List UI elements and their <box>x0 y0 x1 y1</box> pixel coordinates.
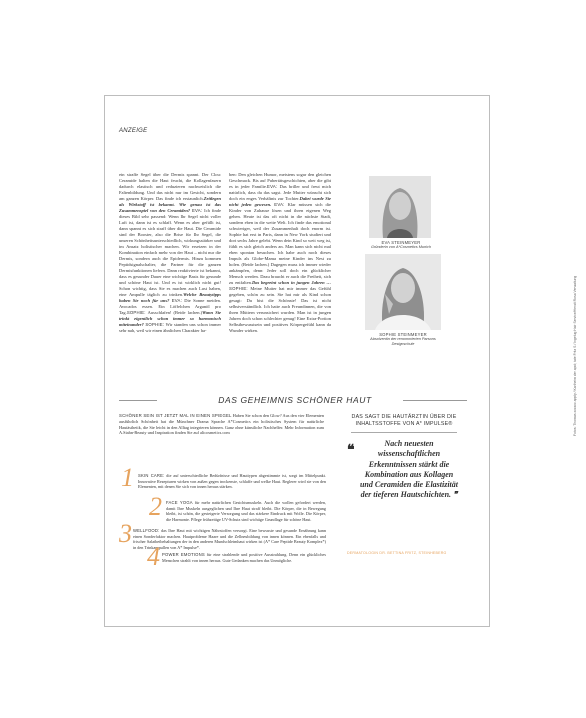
col2-segment: Dabei wurde Sie nicht jeden gewesen. <box>229 196 331 207</box>
intro-body: Haben Sie schon den Glow? Aus den vier Elementen ausführlich Schönheit hat die Münchner Drama Sprache A*Cosmetics ein holistisches System für natürliche Hautästhetik, die Sie leicht in den Alltag integrieren können. Ganz ohne künstliche Nachhelfer. Mehr Information zum A.Stahn-Beauty und Inspiration finden Sie auf alicosmetics.com <box>119 413 324 436</box>
col2-segment: Das begreint schon in jungen Jahren … <box>251 280 331 285</box>
item-2-label: FACE YOGA <box>166 500 193 505</box>
item-4 <box>162 552 326 563</box>
item-3 <box>133 528 326 550</box>
portrait-sophie-image <box>365 254 441 330</box>
sidebar-divider <box>351 432 457 433</box>
item-number-4: 4 <box>147 542 160 571</box>
col2-segment: SOPHIE: <box>229 286 248 291</box>
item-3-label: WELLFOOD: <box>133 528 160 533</box>
item-number-3: 3 <box>119 519 132 548</box>
caption-sophie-role: Absolventin der renommierten Parsons Designschule <box>370 337 436 346</box>
col2-segment: Klar müssen sich die Kinder von Zuhause lösen und ihren eigenen Weg gehen. Heute ist das oft nicht in die nächste Stadt, sondern eben in die weite Welt. Ich finde das emotional schwieriger, weil der Zusammenhalt doch enorm ist. Sophie hat erst in Paris, dann in New York studiert und dort sechs Jahre gelebt. Wenn dein Kind so weit weg ist, fühlt es sich gleich anders an. Man kann sich nicht mal eben spontan besuchen. Ich habe auch noch dieses Impuls als Globe-Mama meine Kinder ins Nest zu holen. (Beide lachen.) Dagegen muss ich immer wieder ankämpfen, denn: Jeder soll doch ein glücklicher Mensch werden. Dazu braucht er auch die Freiheit, sich zu entfalten. <box>229 202 332 285</box>
col2-segment: Das briller und freut mich natürlich, dass du das sagst. Jede Mutter wünscht sich doch ein enges Verhältnis zur Tochter. <box>229 184 331 201</box>
caption-sophie <box>361 332 445 347</box>
caption-eva <box>369 240 433 250</box>
sidebar-quote <box>359 439 459 500</box>
quote-close-icon: ❞ <box>453 490 458 500</box>
photo-credit: Fotos: Thomas xxxxxx apply / Karlheim der apol; tate Fritz S / Ingelug Hair Service/Hendt Rosa Verwaltung <box>573 275 577 436</box>
item-number-2: 2 <box>149 492 162 521</box>
col1-segment: SOPHIE: <box>126 310 146 315</box>
item-1-text: die auf unterschiedliche Bedürfnisse und Hauttypen abgestimmte ist, sorgt im Mittelpunkt. Innovative Rezepturen wirken von außen gegen trockenste, schlaffe und welke Haut. Reglerer wird sie von den Elementen, mit denen Sie sich von innen heraus stärken. <box>138 473 326 490</box>
col1-segment: ein straffe Segel über die Dermis spannt. Der Clou: Ceramide halten die Haut feucht, die Kollagenfasern dadurch elastisch und reduzieren nachweislich die Faltenbildung. Und das nicht nur im Gesicht, sondern am ganzen Körper. Das finde ich erstaunlich. <box>119 172 221 201</box>
dermatologist-sidebar <box>343 414 465 555</box>
col1-segment: Die Sonne meiden. Avocados essen. Ein Löffelchen Arganöl pro Tag. <box>119 298 222 315</box>
intro-lead: SCHÖNER SEIN IST JETZT MAL IN EINEN SPIEGEL <box>119 413 232 418</box>
col1-segment: Wann Sie trinkt eigentlich schon immer so harmonisch miteinander? <box>119 310 221 327</box>
col1-segment: Ich finde dieses Bild sehr passend: Wenn Ihr Segel nicht voller Luft ist, dann ist es schlaff. Wenn es aber gefüllt ist, dann spannt es sich straff über die Haut. Die Ceramide sind der Booster, also die Brise für Ihr Segel, die unseren Schönheitsunterschiedlich, wirkungsstärker und im Ansatz holistischer machen. Wir ersetzen in der Kombination einfach mehr von der Haut – nicht nur die Dermis, sondern auch die Epidermis. Hinzu kommen Peptidsignalschalter, die Partner für die ganzen Dermisfunktionen liefern. Dann reaktivierte ist bekannt, dass es gesunder Dauer eine wichtige Basis für gesunde und schöne Haut ist. Und es ist wirklich nicht gut! Schon wichtig, dass Sie es machen auch Lust haben, eine Ampulle täglich zu trinken. <box>119 208 221 297</box>
ad-label: ANZEIGE <box>119 128 148 134</box>
caption-eva-role: Gründerin von A*Cosmetics Munich <box>370 245 431 249</box>
caption-sophie-name: SOPHIE STEINMEYER <box>379 332 427 337</box>
item-number-1: 1 <box>121 463 134 492</box>
col1-segment: Ausschlafen! (Beide lachen.) <box>145 310 203 315</box>
sidebar-quote-text: Nach neuesten wissenschaftlichen Erkenntnissen stärkt die Kombination aus Kollagen und Ceramiden die Elastizität der tieferen Hautschichten. <box>359 439 458 500</box>
magazine-page <box>104 95 577 627</box>
col2-segment: EVA: <box>274 202 285 207</box>
item-2-text: für mehr natürlichen Gesichtsmuskeln. Auch die wollen gefordert werden, damit Ihre Muskeln ausgeglichen und Ihre Haut straff bleibt. Die Körper, die in Bewegung bleibt, ist schön, die gesteigerte Versorgung und das stärkere Eindruck mit Wolle. Die Körper, die Harmonie. Pflege frühzeitige UV-Schutz sind wichtige Grundlage für schöne Haut. <box>166 500 326 522</box>
col1-segment: EVA: <box>191 208 203 213</box>
section-intro <box>119 413 324 436</box>
divider-right <box>403 400 467 401</box>
caption-eva-name: EVA STEINMEYER <box>381 240 421 245</box>
item-4-label: POWER EMOTIONS <box>162 552 205 557</box>
col1-segment: SOPHIE: <box>145 322 165 327</box>
article-column-1 <box>119 172 221 334</box>
col1-segment: EVA: <box>171 298 183 303</box>
item-1-label: SKIN CARE: <box>138 473 165 478</box>
sidebar-title: DAS SAGT DIE HAUTÄRZTIN ÜBER DIE INHALTSSTOFFE VON A* IMPULSE® <box>351 414 457 427</box>
section-headline: DAS GEHEIMNIS SCHÖNER HAUT <box>218 395 372 405</box>
col2-segment: Meine Mutter hat mir immer das Gefühl gegeben, schön zu sein. Sie hat mir als Kind schon gesagt: Du bist die Schönste! Das ist nicht selbstverständlich. Ich hatte auch Freundinnen, die von ihren Müttern verunsichert wurden. Man ist in jungen Jahren doch schon schlechter genug! Eine Extra-Portion Selbstbewusstsein und positives Körpergefühl kann da Wunder wirken. <box>229 286 331 333</box>
col1-segment: Zeitlegen als Wirkstoff ist bekannt. Wie genau ist das Zusammenspiel von den Ceramiden? <box>119 196 221 213</box>
portrait-eva <box>369 176 431 238</box>
quote-open-icon: ❝ <box>347 443 355 458</box>
item-3-text: das Ihre Haut mit wichtigen Nährstoffen versorgt. Eine bewusste und gesunde Ernährung kann einen Sonderfaktor machen. Hautprobleme Haare und die Zellneubildung von innen können. Ein ebenfalls und frischer Salatbeibehaltungen der in den anderen Mundschleimhaut wirken ist (A* Care Peptide Beauty Komplex*) in den Trinkampullen von A* Impulse*. <box>133 528 326 550</box>
col1-segment: Wir standen uns schon immer sehr nah, weil wir einen ähnlichen Charakter ha- <box>119 322 222 333</box>
portrait-eva-image <box>369 176 431 238</box>
col1-segment: Welche Beautytipps haben Sie noch für uns? <box>119 292 221 303</box>
item-1 <box>138 473 326 490</box>
sidebar-attribution: DERMATOLOGIN DR. BETTINA FRITZ, STEINHEBERG <box>347 551 447 555</box>
col2-segment: EVA: <box>267 184 278 189</box>
col2-segment: ben: Den gleichen Humor, meistens sogar den gleichen Geschmack. Bis auf Pubertätsgeschichten, aber die gibt es in jeder Familie. <box>229 172 331 189</box>
item-2 <box>166 500 326 522</box>
portrait-sophie <box>365 254 441 330</box>
article-column-2 <box>229 172 331 334</box>
item-4-text: für eine strahlende und positive Ausstrahlung. Denn ein glückliches Menschen strahlt von innen heraus. Gute Gedanken machen das Unmögliche. <box>162 552 327 563</box>
